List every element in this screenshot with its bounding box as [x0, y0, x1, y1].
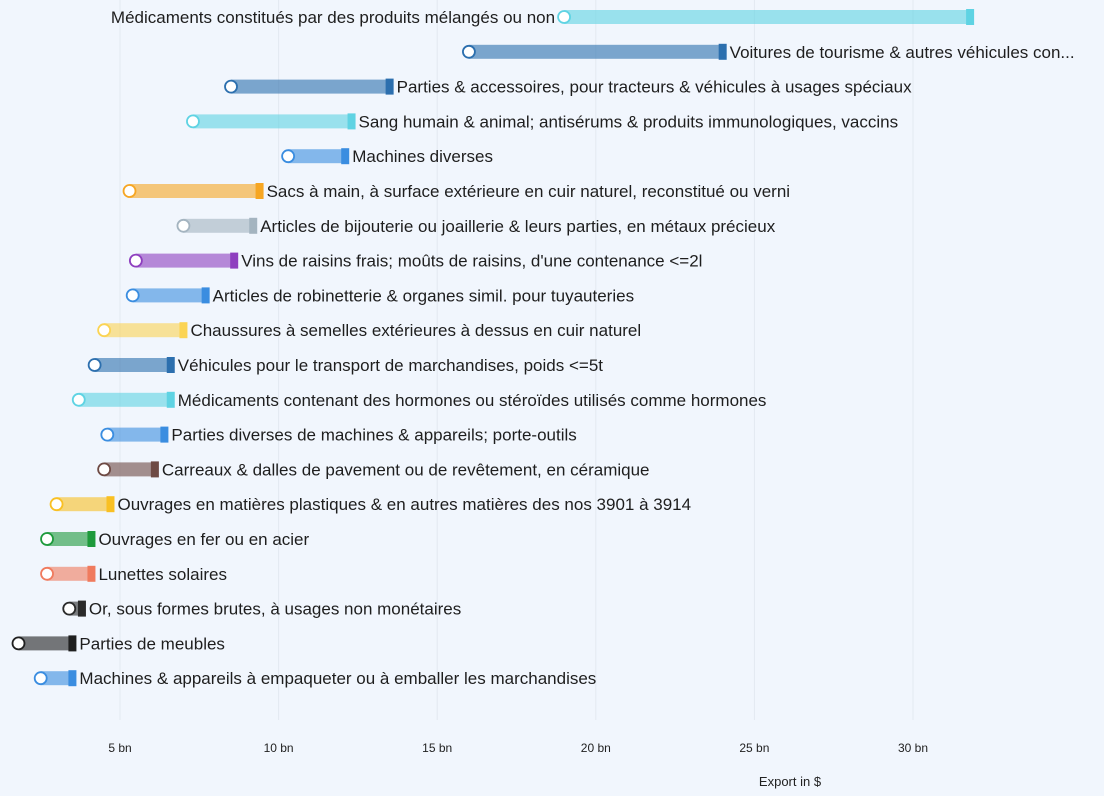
start-marker[interactable]	[187, 115, 199, 127]
end-marker[interactable]	[386, 79, 394, 95]
x-axis-ticks	[108, 741, 928, 755]
dumbbell-row[interactable]	[98, 460, 649, 479]
x-axis-title: Export in $	[758, 774, 822, 789]
end-marker[interactable]	[68, 670, 76, 686]
bar-label: Vins de raisins frais; moûts de raisins, d'une contenance <=2l	[241, 251, 703, 271]
start-marker[interactable]	[282, 150, 294, 162]
bar-label: Articles de bijouterie ou joaillerie & leurs parties, en métaux précieux	[260, 216, 776, 236]
dumbbell-row[interactable]	[177, 217, 775, 236]
dumbbell-row[interactable]	[282, 147, 493, 166]
start-marker[interactable]	[98, 463, 110, 475]
start-marker[interactable]	[35, 672, 47, 684]
x-tick-label: 20 bn	[580, 741, 611, 755]
range-bar[interactable]	[183, 219, 253, 233]
end-marker[interactable]	[348, 113, 356, 129]
bar-label: Médicaments constitués par des produits mélangés ou non	[110, 8, 556, 27]
dumbbell-row[interactable]	[89, 356, 604, 375]
end-marker[interactable]	[167, 392, 175, 408]
range-bar[interactable]	[136, 254, 234, 268]
start-marker[interactable]	[225, 81, 237, 93]
bar-label: Or, sous formes brutes, à usages non monétaires	[88, 599, 462, 619]
dumbbell-row[interactable]	[41, 565, 227, 584]
dumbbell-row[interactable]	[124, 182, 791, 201]
bar-label: Machines diverses	[352, 147, 493, 167]
start-marker[interactable]	[51, 498, 63, 510]
dumbbell-row[interactable]	[127, 286, 634, 305]
range-bar[interactable]	[79, 393, 171, 407]
start-marker[interactable]	[89, 359, 101, 371]
range-bar[interactable]	[133, 288, 206, 302]
bar-label: Chaussures à semelles extérieures à dessus en cuir naturel	[190, 321, 642, 341]
bar-label: Parties & accessoires, pour tracteurs & véhicules à usages spéciaux	[396, 77, 912, 97]
end-marker[interactable]	[87, 531, 95, 547]
start-marker[interactable]	[101, 429, 113, 441]
start-marker[interactable]	[463, 46, 475, 58]
bar-label: Machines & appareils à empaqueter ou à emballer les marchandises	[79, 669, 597, 689]
end-marker[interactable]	[966, 9, 974, 25]
dumbbell-row[interactable]	[225, 78, 912, 97]
bar-label: Voitures de tourisme & autres véhicules con...	[729, 42, 1075, 62]
start-marker[interactable]	[558, 11, 570, 23]
bar-label: Carreaux & dalles de pavement ou de revêtement, en céramique	[161, 460, 650, 480]
bar-label: Ouvrages en matières plastiques & en autres matières des nos 3901 à 3914	[117, 495, 692, 515]
end-marker[interactable]	[106, 496, 114, 512]
end-marker[interactable]	[68, 635, 76, 651]
bar-label: Sacs à main, à surface extérieure en cuir naturel, reconstitué ou verni	[266, 182, 791, 201]
range-bar[interactable]	[18, 636, 72, 650]
end-marker[interactable]	[78, 601, 86, 617]
end-marker[interactable]	[151, 461, 159, 477]
start-marker[interactable]	[127, 289, 139, 301]
x-tick-label: 15 bn	[422, 741, 453, 755]
end-marker[interactable]	[256, 183, 264, 199]
start-marker[interactable]	[41, 533, 53, 545]
range-bar[interactable]	[130, 184, 260, 198]
range-bar[interactable]	[57, 497, 111, 511]
end-marker[interactable]	[341, 148, 349, 164]
dumbbell-row[interactable]	[187, 112, 898, 131]
dumbbell-row[interactable]	[101, 426, 576, 445]
dumbbell-row[interactable]	[111, 8, 974, 27]
dumbbell-row[interactable]	[35, 669, 597, 688]
start-marker[interactable]	[124, 185, 136, 197]
bar-label: Sang humain & animal; antisérums & produits immunologiques, vaccins	[358, 112, 899, 132]
x-tick-label: 25 bn	[739, 741, 770, 755]
bars-layer	[12, 8, 1074, 688]
dumbbell-row[interactable]	[51, 495, 692, 514]
range-bar[interactable]	[193, 114, 352, 128]
start-marker[interactable]	[98, 324, 110, 336]
end-marker[interactable]	[179, 322, 187, 338]
dumbbell-row[interactable]	[12, 634, 224, 653]
range-bar[interactable]	[104, 323, 183, 337]
dumbbell-row[interactable]	[41, 530, 309, 549]
end-marker[interactable]	[202, 287, 210, 303]
end-marker[interactable]	[230, 253, 238, 269]
x-tick-label: 5 bn	[108, 741, 132, 755]
end-marker[interactable]	[167, 357, 175, 373]
start-marker[interactable]	[41, 568, 53, 580]
bar-label: Parties diverses de machines & appareils; porte-outils	[171, 425, 577, 445]
end-marker[interactable]	[87, 566, 95, 582]
range-bar[interactable]	[564, 10, 970, 24]
dumbbell-row[interactable]	[463, 43, 1075, 62]
start-marker[interactable]	[12, 637, 24, 649]
range-bar[interactable]	[95, 358, 171, 372]
bar-label: Véhicules pour le transport de marchandises, poids <=5t	[177, 356, 604, 375]
bar-label: Articles de robinetterie & organes simil. pour tuyauteries	[212, 286, 635, 306]
dumbbell-row[interactable]	[98, 321, 641, 340]
dumbbell-row[interactable]	[130, 252, 703, 271]
end-marker[interactable]	[249, 218, 257, 234]
bar-label: Parties de meubles	[79, 634, 225, 654]
dumbbell-row[interactable]	[73, 391, 767, 410]
dumbbell-row[interactable]	[63, 600, 461, 619]
start-marker[interactable]	[73, 394, 85, 406]
range-bar[interactable]	[288, 149, 345, 163]
range-bar[interactable]	[469, 45, 723, 59]
start-marker[interactable]	[63, 603, 75, 615]
bar-label: Lunettes solaires	[98, 564, 227, 584]
start-marker[interactable]	[130, 255, 142, 267]
range-bar[interactable]	[107, 428, 164, 442]
range-bar[interactable]	[231, 80, 390, 94]
end-marker[interactable]	[719, 44, 727, 60]
x-tick-label: 30 bn	[897, 741, 929, 755]
bar-label: Médicaments contenant des hormones ou stéroïdes utilisés comme hormones	[177, 390, 767, 410]
end-marker[interactable]	[160, 427, 168, 443]
bar-label: Ouvrages en fer ou en acier	[98, 530, 310, 549]
start-marker[interactable]	[177, 220, 189, 232]
range-bar[interactable]	[104, 462, 155, 476]
x-tick-label: 10 bn	[263, 741, 294, 755]
